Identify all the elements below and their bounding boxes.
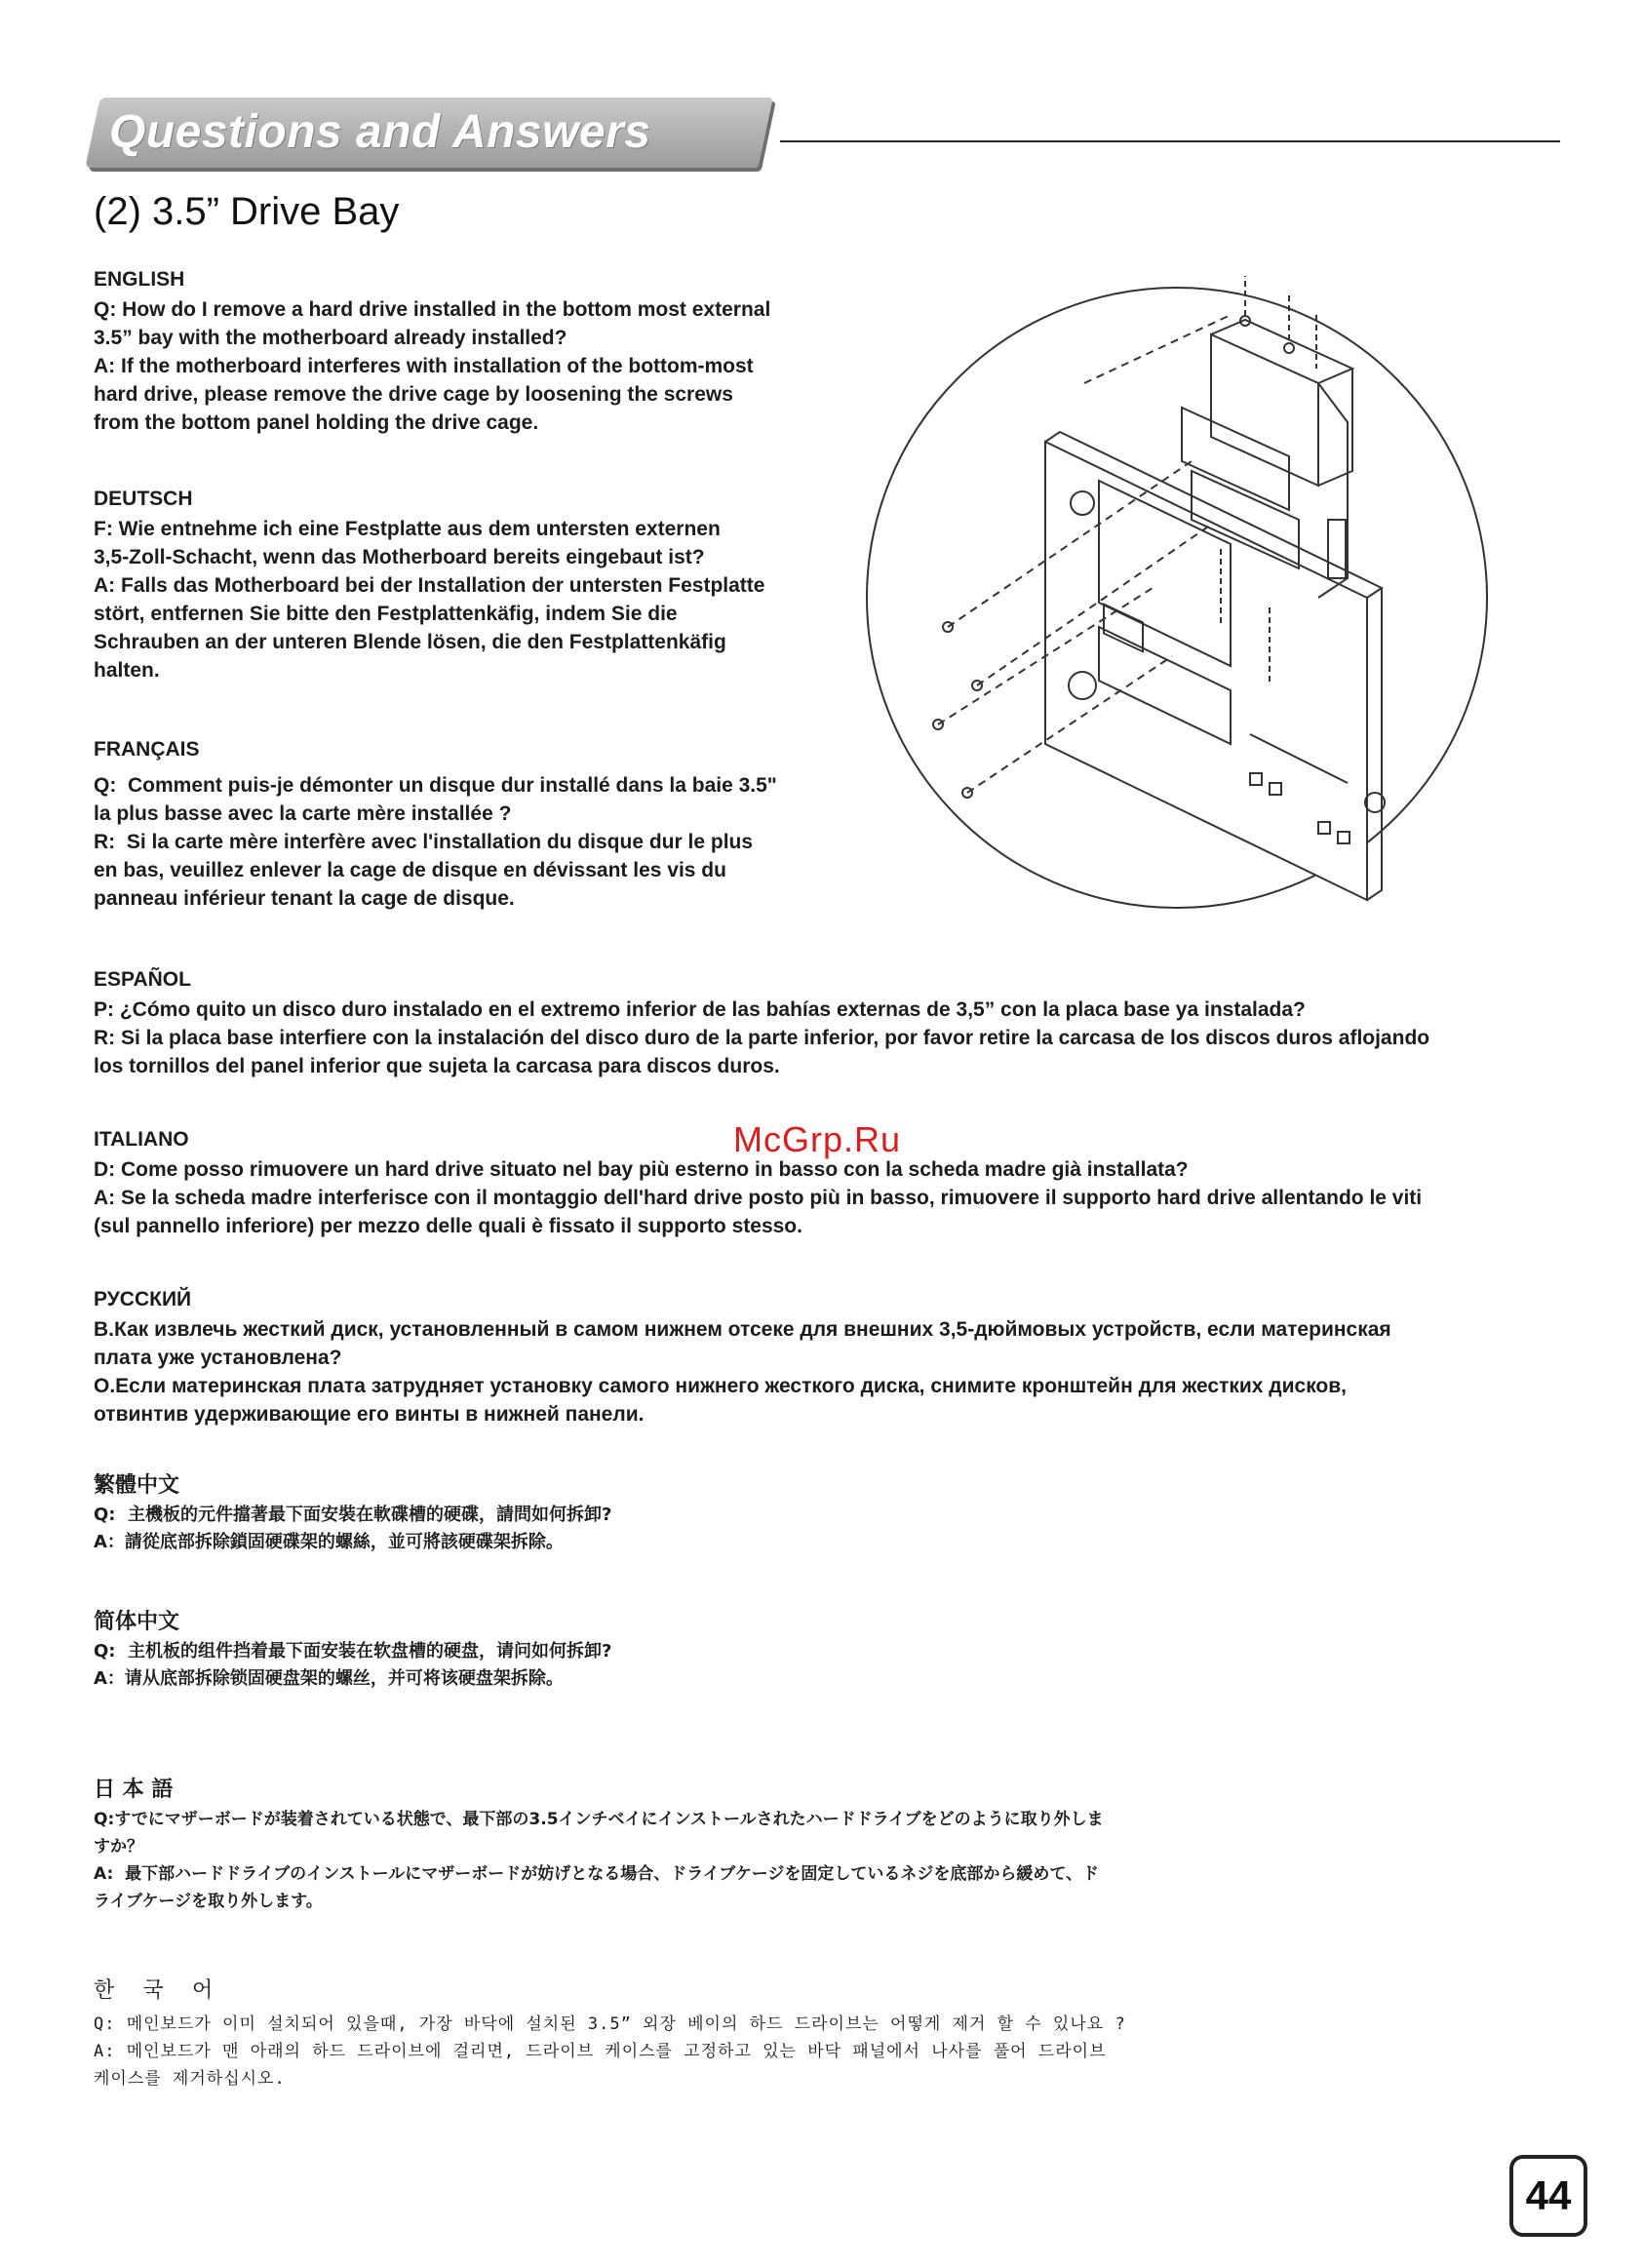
qa-block-korean xyxy=(94,1977,1498,2092)
qa-line: О.Если материнская плата затрудняет установку самого нижнего жесткого диска, снимите кронштейн для жестких дисков, xyxy=(94,1375,1347,1397)
qa-line: A: Se la scheda madre interferisce con il montaggio dell'hard drive posto più in basso, rimuovere il supporto hard drive allentando le viti xyxy=(94,1187,1423,1209)
qa-line: Q: 主機板的元件擋著最下面安裝在軟碟槽的硬碟，請問如何拆卸? xyxy=(94,1505,612,1525)
lang-heading: ESPAÑOL xyxy=(94,968,191,991)
qa-block-trad-chinese xyxy=(94,1472,1498,1556)
qa-block-japanese xyxy=(94,1777,1498,1915)
lang-heading: 한 국 어 xyxy=(94,1978,221,2003)
qa-line: A：請從底部拆除鎖固硬碟架的螺絲，並可將該硬碟架拆除。 xyxy=(94,1532,564,1552)
qa-line: hard drive, please remove the drive cage by loosening the screws xyxy=(94,383,733,406)
page-number: 44 xyxy=(1509,2155,1587,2237)
qa-line: halten. xyxy=(94,659,160,682)
qa-line: la plus basse avec la carte mère installée ? xyxy=(94,802,512,825)
qa-line: отвинтив удерживающие его винты в нижней панели. xyxy=(94,1403,645,1426)
qa-line: すか？ xyxy=(94,1837,143,1857)
qa-line: ライブケージを取り外します。 xyxy=(94,1892,323,1911)
lang-heading: РУССКИЙ xyxy=(94,1288,192,1310)
qa-line: A: If the motherboard interferes with installation of the bottom-most xyxy=(94,355,754,377)
lang-heading: ENGLISH xyxy=(94,268,185,291)
watermark: McGrp.Ru xyxy=(733,1119,902,1159)
qa-line: A: 最下部ハードドライブのインストールにマザーボードが妨げとなる場合、ドライブケージを固定しているネジを底部から緩めて、ド xyxy=(94,1864,1100,1884)
lang-heading: 繁體中文 xyxy=(94,1473,180,1498)
qa-line: P: ¿Cómo quito un disco duro instalado en el extremo inferior de las bahías externas de 3,5” con la placa base ya instalada? xyxy=(94,998,1306,1021)
page-header-title: Questions and Answers xyxy=(109,106,651,158)
qa-line: panneau inférieur tenant la cage de disque. xyxy=(94,887,515,910)
qa-block-deutsch xyxy=(94,485,835,684)
qa-line: F: Wie entnehme ich eine Festplatte aus dem untersten externen xyxy=(94,518,721,540)
qa-line: Schrauben an der unteren Blende lösen, die den Festplattenkäfig xyxy=(94,631,726,653)
qa-line: from the bottom panel holding the drive cage. xyxy=(94,411,539,434)
qa-line: 케이스를 제거하십시오. xyxy=(94,2069,286,2089)
qa-line: 3.5” bay with the motherboard already installed? xyxy=(94,327,567,349)
lang-heading: 日 本 語 xyxy=(94,1778,174,1802)
qa-line: A：请从底部拆除锁固硬盘架的螺丝，并可将该硬盘架拆除。 xyxy=(94,1668,564,1689)
qa-block-simp-chinese xyxy=(94,1609,1498,1693)
section-title: (2) 3.5” Drive Bay xyxy=(94,190,400,233)
qa-block-espanol xyxy=(94,965,1498,1080)
qa-line: los tornillos del panel inferior que sujeta la carcasa para discos duros. xyxy=(94,1055,780,1077)
lang-heading: 简体中文 xyxy=(94,1610,180,1634)
qa-line: A: Falls das Motherboard bei der Installation der untersten Festplatte xyxy=(94,574,765,597)
qa-block-russian xyxy=(94,1285,1498,1428)
header-rule xyxy=(780,140,1560,142)
qa-line: плата уже установлена? xyxy=(94,1347,342,1369)
qa-block-francais xyxy=(94,735,835,913)
qa-line: R: Si la placa base interfiere con la instalación del disco duro de la parte inferior, por favor retire la carcasa de los discos duros aflojando xyxy=(94,1027,1430,1049)
qa-line: (sul pannello inferiore) per mezzo delle quali è fissato il supporto stesso. xyxy=(94,1215,802,1237)
lang-heading: DEUTSCH xyxy=(94,488,193,510)
qa-line: 3,5-Zoll-Schacht, wenn das Motherboard bereits eingebaut ist? xyxy=(94,546,705,568)
lang-heading: FRANÇAIS xyxy=(94,738,200,761)
qa-line: A: 메인보드가 맨 아래의 하드 드라이브에 걸리면, 드라이브 케이스를 고정하고 있는 바닥 패널에서 나사를 풀어 드라이브 xyxy=(94,2042,1107,2061)
qa-line: Q: 主机板的组件挡着最下面安装在软盘槽的硬盘，请问如何拆卸? xyxy=(94,1641,612,1662)
qa-line: Q: 메인보드가 이미 설치되어 있을때, 가장 바닥에 설치된 3.5” 외장 베이의 하드 드라이브는 어떻게 제거 할 수 있나요 ? xyxy=(94,2014,1126,2034)
qa-line: D: Come posso rimuovere un hard drive situato nel bay più esterno in basso con la scheda madre già installata? xyxy=(94,1158,1189,1181)
qa-line: R: Si la carte mère interfère avec l'installation du disque dur le plus xyxy=(94,831,754,853)
qa-line: Q:すでにマザーボードが装着されている状態で、最下部の3.5インチベイにインストールされたハードドライブをどのように取り外しま xyxy=(94,1810,1104,1829)
qa-line: en bas, veuillez enlever la cage de disque en dévissant les vis du xyxy=(94,859,726,881)
qa-line: Q: Comment puis-je démonter un disque dur installé dans la baie 3.5" xyxy=(94,774,777,797)
qa-line: Q: How do I remove a hard drive installed in the bottom most external xyxy=(94,298,771,321)
lang-heading: ITALIANO xyxy=(94,1128,189,1151)
qa-line: В.Как извлечь жесткий диск, установленный в самом нижнем отсеке для внешних 3,5-дюймовых устройств, если материнская xyxy=(94,1318,1391,1341)
qa-block-english xyxy=(94,265,835,437)
drive-cage-illustration xyxy=(860,276,1494,919)
qa-line: stört, entfernen Sie bitte den Festplattenkäfig, indem Sie die xyxy=(94,603,678,625)
